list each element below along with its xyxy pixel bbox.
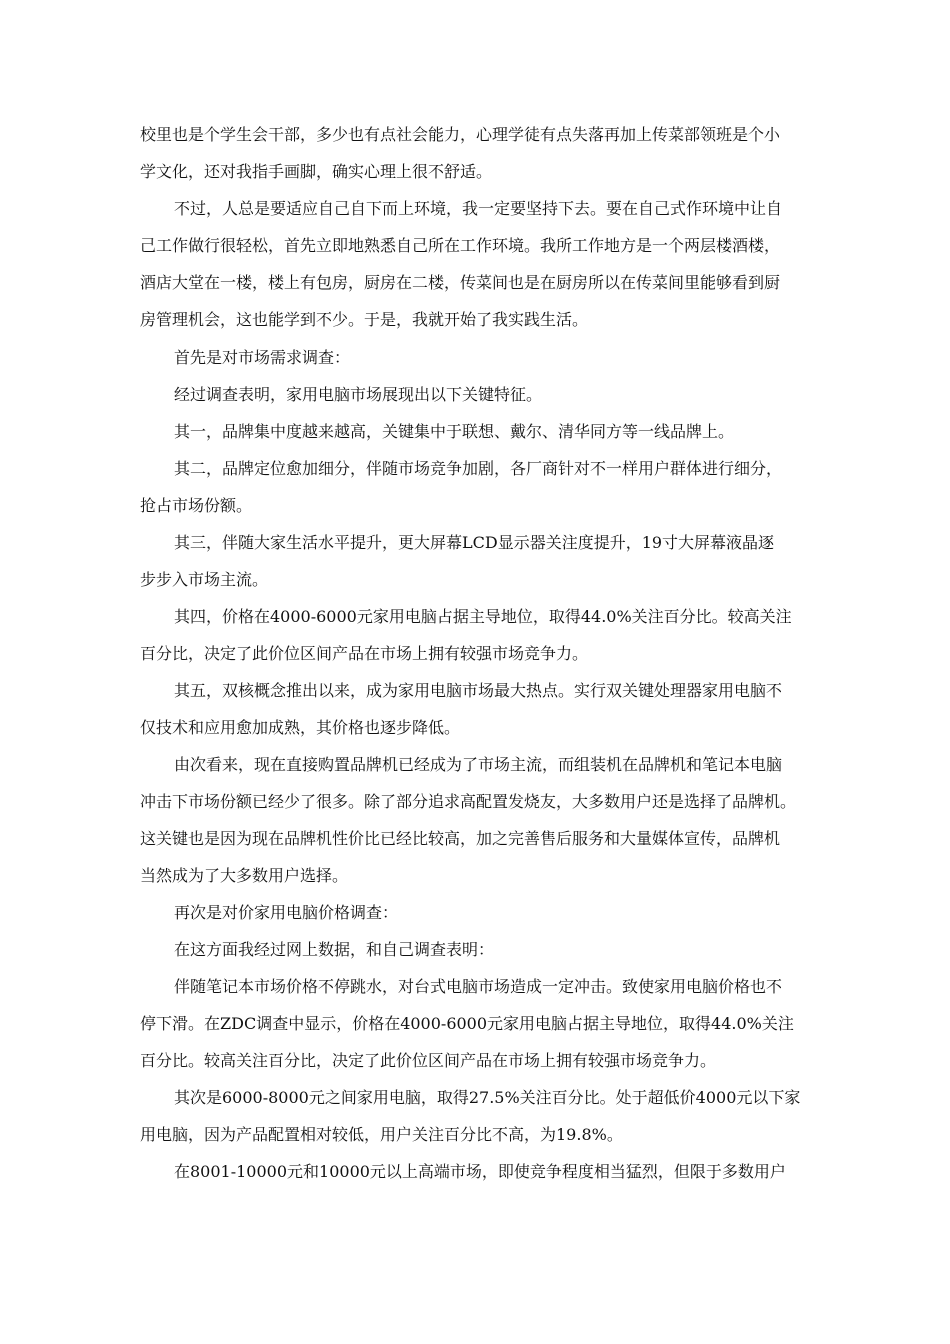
text-line: 在这方面我经过网上数据，和自己调查表明： [174,940,495,959]
text-line: 己工作做行很轻松，首先立即地熟悉自己所在工作环境。我所工作地方是一个两层楼酒楼， [140,236,781,255]
text-line: 抢占市场份额。 [140,496,253,515]
text-line: 不过，人总是要适应自己自下而上环境，我一定要坚持下去。要在自己式作环境中让自 [174,199,783,218]
text-line: 其二，品牌定位愈加细分，伴随市场竞争加剧，各厂商针对不一样用户群体进行细分， [174,459,783,478]
text-line: 伴随笔记本市场价格不停跳水，对台式电脑市场造成一定冲击。致使家用电脑价格也不 [174,977,783,996]
text-line: 其三，伴随大家生活水平提升，更大屏幕LCD显示器关注度提升，19寸大屏幕液晶逐 [174,533,775,552]
text-line: 再次是对价家用电脑价格调查： [174,903,399,922]
text-line: 冲击下市场份额已经少了很多。除了部分追求高配置发烧友，大多数用户还是选择了品牌机。 [140,792,797,811]
text-line: 其四，价格在4000-6000元家用电脑占据主导地位，取得44.0%关注百分比。较高关注 [174,607,792,626]
text-line: 学文化，还对我指手画脚，确实心理上很不舒适。 [140,162,493,181]
text-line: 校里也是个学生会干部，多少也有点社会能力，心理学徒有点失落再加上传菜部领班是个小 [140,125,781,144]
text-line: 其五，双核概念推出以来，成为家用电脑市场最大热点。实行双关键处理器家用电脑不 [174,681,783,700]
text-line: 其一，品牌集中度越来越高，关键集中于联想、戴尔、清华同方等一线品牌上。 [174,422,735,441]
text-line: 酒店大堂在一楼，楼上有包房，厨房在二楼，传菜间也是在厨房所以在传菜间里能够看到厨 [140,273,781,292]
text-line: 当然成为了大多数用户选择。 [140,866,349,885]
text-line: 用电脑，因为产品配置相对较低，用户关注百分比不高，为19.8%。 [140,1125,623,1144]
text-line: 由次看来，现在直接购置品牌机已经成为了市场主流，而组装机在品牌机和笔记本电脑 [174,755,783,774]
text-line: 其次是6000-8000元之间家用电脑，取得27.5%关注百分比。处于超低价4000元以下家 [174,1088,801,1107]
text-line: 在8001-10000元和10000元以上高端市场，即使竞争程度相当猛烈，但限于多数用户 [174,1162,786,1181]
text-line: 仅技术和应用愈加成熟，其价格也逐步降低。 [140,718,461,737]
text-line: 这关键也是因为现在品牌机性价比已经比较高，加之完善售后服务和大量媒体宣传，品牌机 [140,829,781,848]
text-line: 首先是对市场需求调查： [174,348,351,367]
text-line: 步步入市场主流。 [140,570,269,589]
text-line: 百分比，决定了此价位区间产品在市场上拥有较强市场竞争力。 [140,644,589,663]
text-line: 房管理机会，这也能学到不少。于是，我就开始了我实践生活。 [140,310,589,329]
text-line: 百分比。较高关注百分比，决定了此价位区间产品在市场上拥有较强市场竞争力。 [140,1051,717,1070]
text-line: 经过调查表明，家用电脑市场展现出以下关键特征。 [174,385,543,404]
text-line: 停下滑。在ZDC调查中显示，价格在4000-6000元家用电脑占据主导地位，取得44.0%关注 [140,1014,794,1033]
